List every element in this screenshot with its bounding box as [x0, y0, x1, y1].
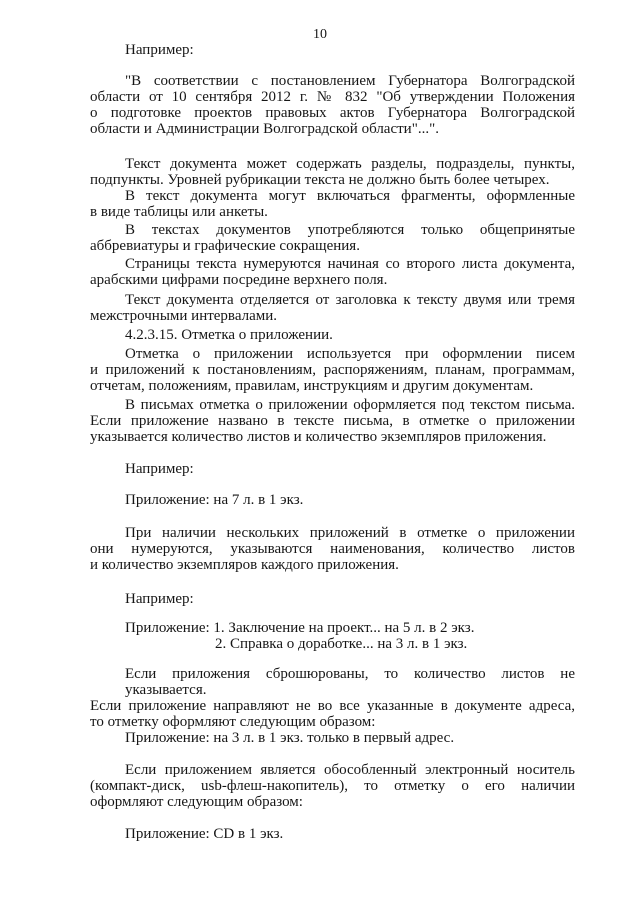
- paragraph-letters: [90, 397, 575, 445]
- paragraph-abbreviations: [90, 222, 575, 254]
- text-line: подпункты. Уровней рубрикации текста не должно быть более четырех.: [90, 172, 550, 188]
- text-line: они нумеруются, указываются наименования, количество листов: [90, 541, 575, 557]
- quote-line: области и Администрации Волгоградской области"...".: [90, 121, 439, 137]
- text-line: Если приложения сброшюрованы, то количество листов не указывается.: [125, 666, 575, 698]
- page-number: 10: [313, 27, 327, 42]
- text-line: Если приложением является обособленный электронный носитель: [125, 762, 575, 778]
- text-line: Отметка о приложении используется при оформлении писем: [125, 346, 575, 362]
- text-line: то отметку оформляют следующим образом:: [90, 714, 376, 730]
- text-line: Текст документа отделяется от заголовка к тексту двумя или тремя: [125, 292, 575, 308]
- example-label-3: Например:: [125, 591, 194, 607]
- quote-line: "В соответствии с постановлением Губернатора Волгоградской: [125, 73, 575, 89]
- paragraph-fragments: [90, 188, 575, 220]
- text-line: Страницы текста нумеруются начиная со второго листа документа,: [125, 256, 575, 272]
- example-label-1: Например:: [125, 42, 194, 58]
- paragraph-multiple: [90, 525, 575, 573]
- text-line: аббревиатуры и графические сокращения.: [90, 238, 360, 254]
- text-line: При наличии нескольких приложений в отметке о приложении: [125, 525, 575, 541]
- example-attachment-3: Приложение: CD в 1 экз.: [125, 826, 284, 842]
- quote-paragraph: [90, 73, 575, 137]
- quote-line: области от 10 сентября 2012 г. № 832 "Об утверждении Положения: [90, 89, 575, 105]
- quote-line: о подготовке проектов правовых актов Губернатора Волгоградской: [90, 105, 575, 121]
- text-line: межстрочными интервалами.: [90, 308, 278, 324]
- example-attachment-1: Приложение: на 7 л. в 1 экз.: [125, 492, 304, 508]
- text-line: В письмах отметка о приложении оформляется под текстом письма.: [125, 397, 575, 413]
- section-heading: 4.2.3.15. Отметка о приложении.: [125, 327, 333, 343]
- example-attachment-list-2: 2. Справка о доработке... на 3 л. в 1 экз.: [215, 636, 468, 652]
- text-line: арабскими цифрами посредине верхнего поля.: [90, 272, 388, 288]
- text-line: В текстах документов употребляются только общепринятые: [125, 222, 575, 238]
- paragraph-page-numbering: [90, 256, 575, 288]
- example-attachment-2: Приложение: на 3 л. в 1 экз. только в первый адрес.: [125, 730, 455, 746]
- text-line: Текст документа может содержать разделы, подразделы, пункты,: [125, 156, 575, 172]
- text-line: В текст документа могут включаться фрагменты, оформленные: [125, 188, 575, 204]
- example-label-2: Например:: [125, 461, 194, 477]
- text-line: и приложений к постановлениям, распоряжениям, планам, программам,: [90, 362, 575, 378]
- paragraph-sections: [90, 156, 575, 188]
- text-line: указывается количество листов и количество экземпляров приложения.: [90, 429, 547, 445]
- text-line: Если приложение направляют не во все указанные в документе адреса,: [90, 698, 575, 714]
- paragraph-electronic: [90, 762, 575, 810]
- paragraph-brochured: [90, 666, 575, 730]
- text-line: Если приложение названо в тексте письма, в отметке о приложении: [90, 413, 575, 429]
- text-line: (компакт-диск, usb-флеш-накопитель), то отметку о его наличии: [90, 778, 575, 794]
- example-attachment-list-1: Приложение: 1. Заключение на проект... на 5 л. в 2 экз.: [125, 620, 475, 636]
- text-line: отчетам, положениям, правилам, инструкциям и другим документам.: [90, 378, 534, 394]
- text-line: и количество экземпляров каждого приложения.: [90, 557, 399, 573]
- paragraph-attachment-usage: [90, 346, 575, 394]
- paragraph-spacing: [90, 292, 575, 324]
- text-line: оформляют следующим образом:: [90, 794, 303, 810]
- text-line: в виде таблицы или анкеты.: [90, 204, 268, 220]
